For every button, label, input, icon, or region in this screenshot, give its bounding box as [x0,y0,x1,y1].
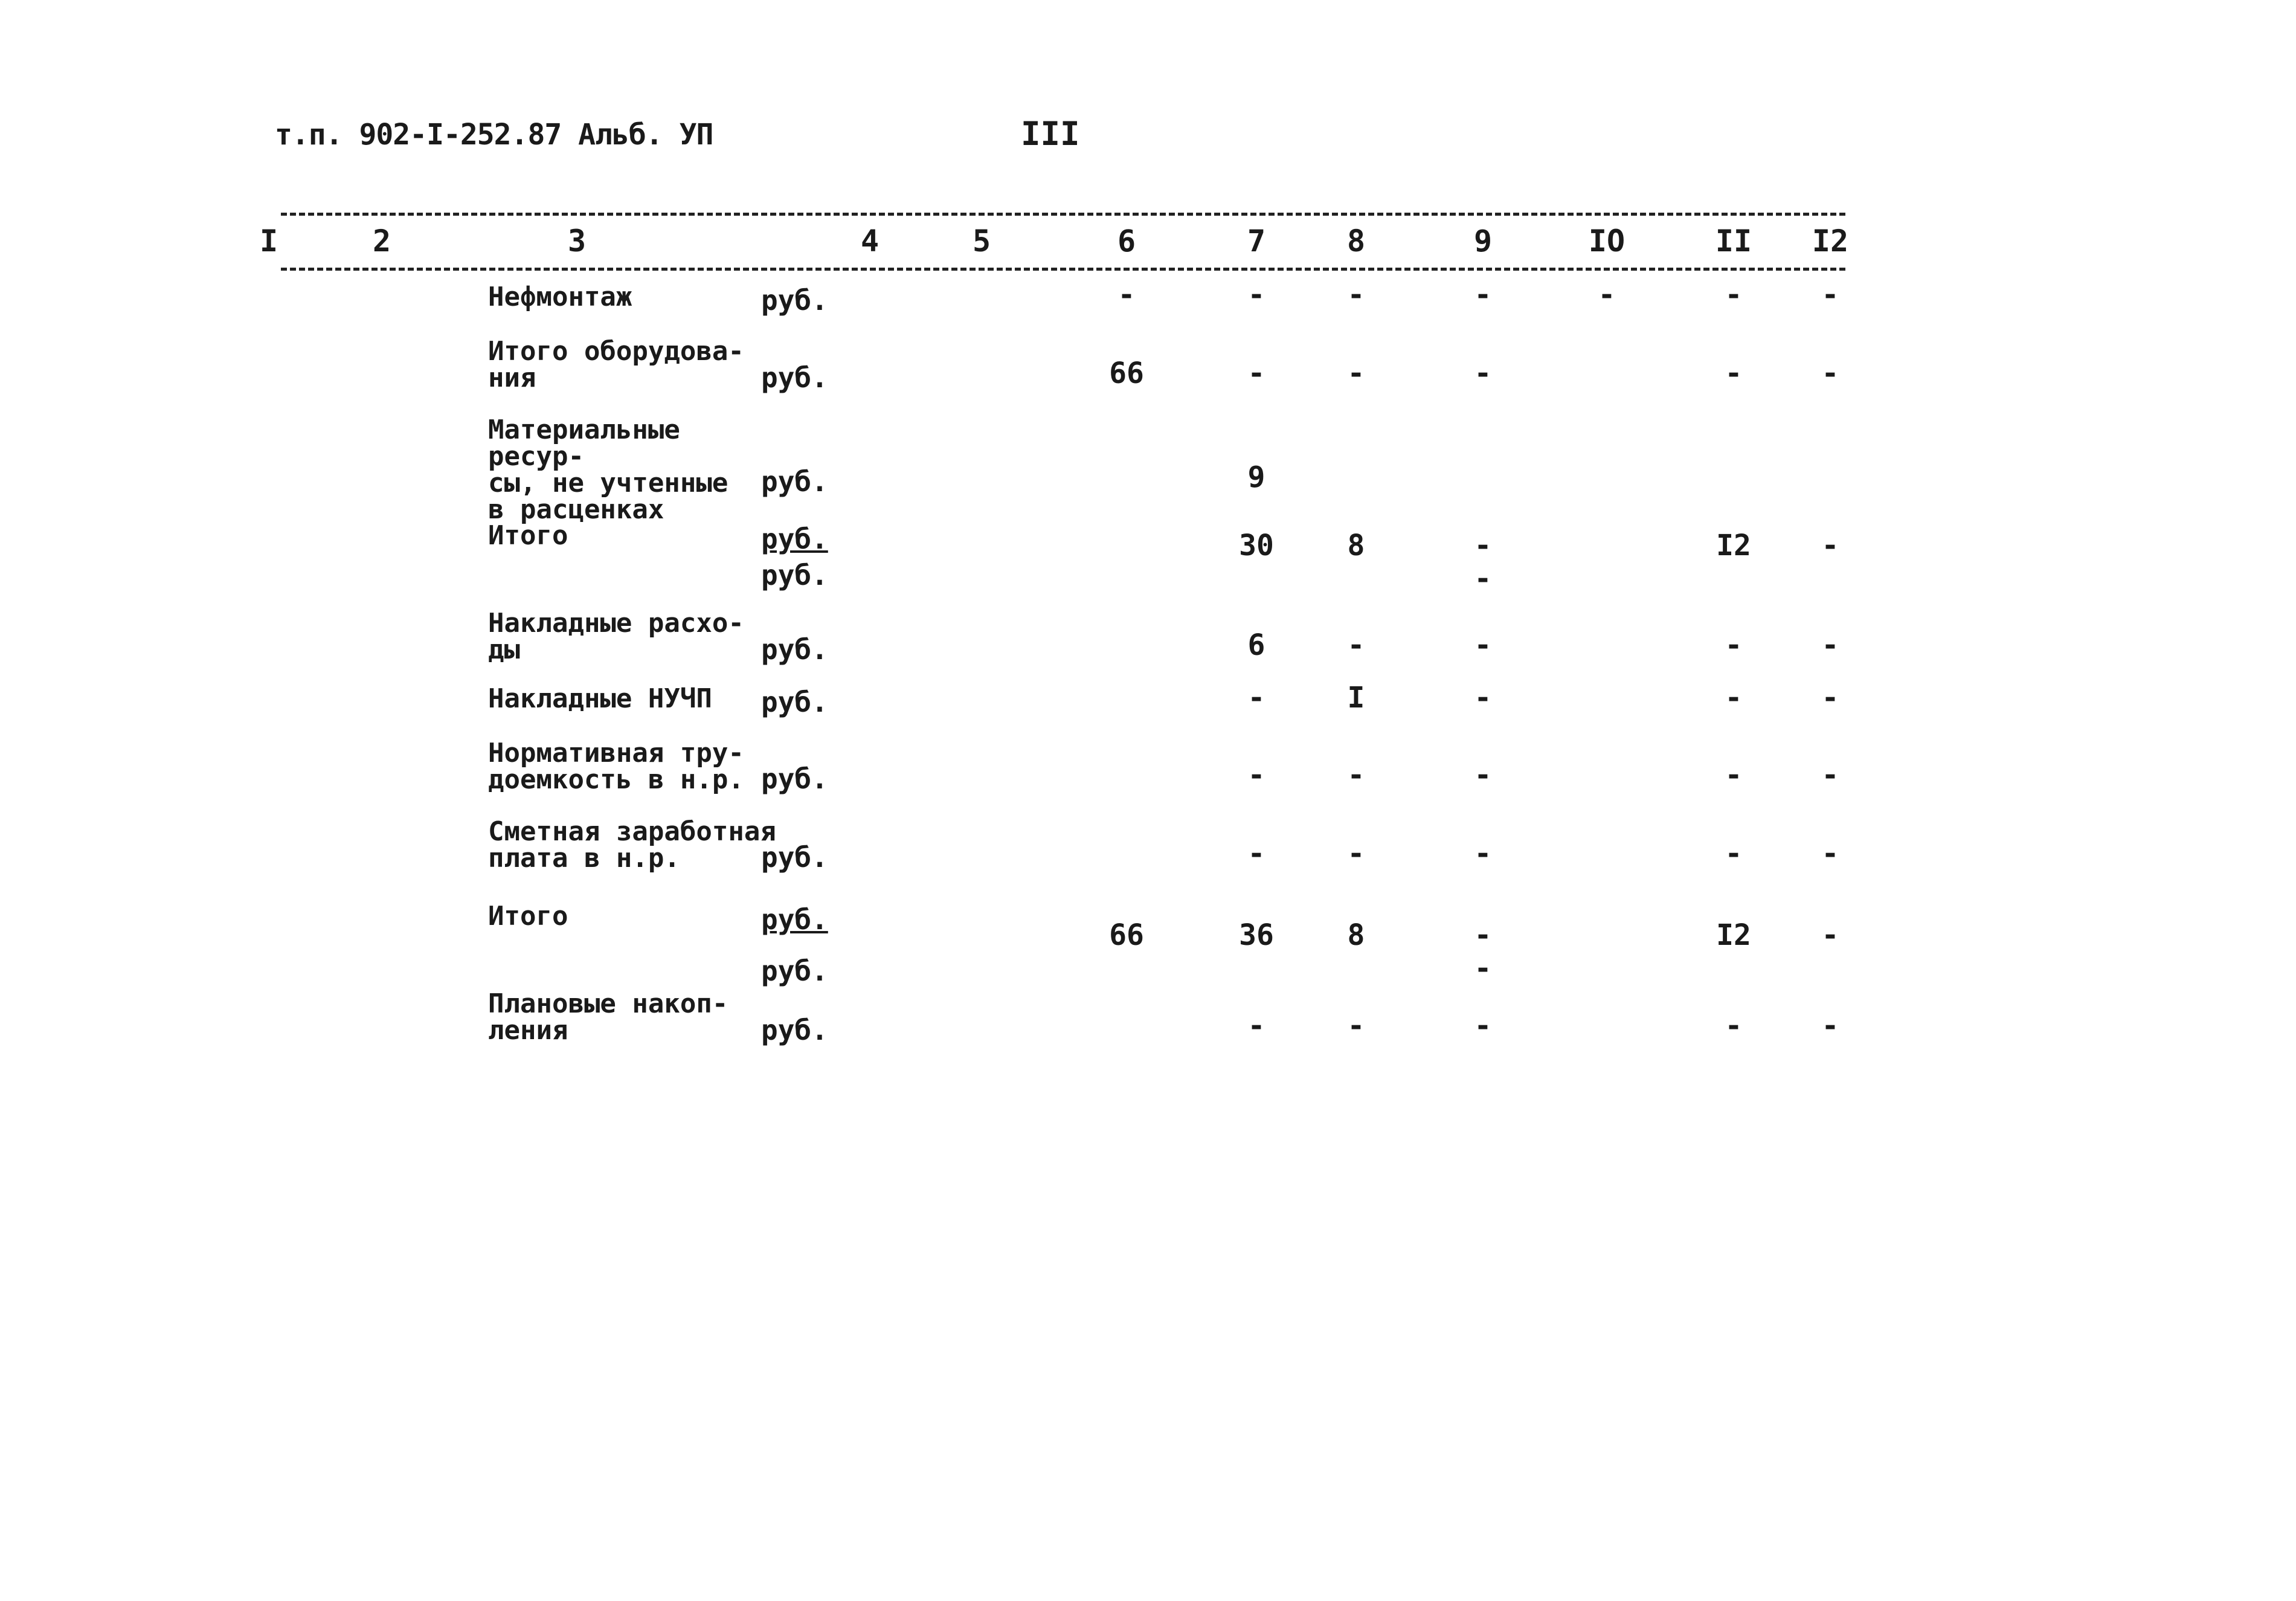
row-label: Плановые накоп- ления [488,988,728,1046]
table-cell-col-12: - [1821,628,1839,662]
row-unit: руб. [761,284,828,317]
table-cell-col-9: - [1474,952,1492,985]
table-cell-col-9: - [1474,1009,1492,1043]
table-cell-col-11: - [1725,681,1743,715]
table-cell-col-6: 66 [1109,356,1144,390]
table-cell-col-12: - [1821,1009,1839,1043]
column-number-8: 8 [1346,224,1366,259]
table-cell-col-12: - [1821,758,1839,792]
column-number-9: 9 [1473,224,1493,259]
column-number-2: 2 [372,224,391,259]
row-unit: руб. [761,465,828,498]
row-label: Итого оборудова- ния [488,336,744,393]
table-cell-col-11: - [1725,628,1743,662]
document-header-code: т.п. 902-I-252.87 Альб. УП [275,118,713,152]
column-number-10: IO [1588,224,1626,259]
row-unit: руб. [761,955,828,987]
table-cell-col-9: - [1474,562,1492,596]
row-unit: руб. [761,523,828,555]
table-cell-col-8: 8 [1347,918,1365,952]
table-cell-col-6: - [1117,278,1136,312]
column-number-11: II [1715,224,1752,259]
row-unit: руб. [761,1014,828,1046]
table-cell-col-7: 6 [1247,628,1265,662]
table-cell-col-7: 30 [1239,529,1274,562]
table-cell-col-8: - [1347,758,1365,792]
table-cell-col-8: I [1347,681,1365,715]
column-number-3: 3 [567,224,587,259]
column-number-6: 6 [1117,224,1136,259]
row-unit: руб. [761,361,828,394]
column-number-4: 4 [860,224,879,259]
table-cell-col-10: - [1598,278,1616,312]
table-cell-col-12: - [1821,529,1839,562]
row-label: Итого [488,520,568,551]
row-unit: руб. [761,686,828,718]
row-label: Итого [488,901,568,932]
row-unit: руб. [761,559,828,591]
table-cell-col-6: 66 [1109,918,1144,952]
column-number-1: I [259,224,278,259]
table-cell-col-11: I2 [1716,529,1751,562]
column-number-7: 7 [1247,224,1266,259]
table-cell-col-8: - [1347,356,1365,390]
row-label: Нефмонтаж [488,282,632,312]
table-cell-col-11: - [1725,278,1743,312]
table-cell-col-12: - [1821,356,1839,390]
column-number-12: I2 [1812,224,1849,259]
table-cell-col-9: - [1474,356,1492,390]
table-cell-col-11: - [1725,1009,1743,1043]
table-rule-top [281,213,1845,216]
table-cell-col-11: - [1725,758,1743,792]
table-cell-col-9: - [1474,628,1492,662]
table-cell-col-7: - [1247,356,1265,390]
table-cell-col-11: - [1725,356,1743,390]
table-cell-col-7: - [1247,1009,1265,1043]
table-rule-bottom [281,268,1845,271]
page-number: III [1021,115,1080,153]
table-cell-col-8: - [1347,837,1365,871]
row-label: Материальные ресур- сы, не учтенные в расценках [488,414,728,525]
row-label: Нормативная тру- доемкость в н.р. [488,738,744,795]
table-cell-col-12: - [1821,681,1839,715]
row-unit: руб. [761,903,828,936]
table-cell-col-9: - [1474,681,1492,715]
table-cell-col-8: - [1347,1009,1365,1043]
table-cell-col-8: - [1347,278,1365,312]
table-cell-col-7: - [1247,758,1265,792]
row-unit: руб. [761,841,828,874]
table-cell-col-11: - [1725,837,1743,871]
row-label: Накладные расхо- ды [488,608,744,665]
table-cell-col-7: 9 [1247,460,1265,494]
table-cell-col-9: - [1474,837,1492,871]
row-label: Сметная заработная плата в н.р. [488,816,776,874]
table-cell-col-9: - [1474,278,1492,312]
table-cell-col-7: 36 [1239,918,1274,952]
table-cell-col-7: - [1247,278,1265,312]
table-cell-col-11: I2 [1716,918,1751,952]
table-cell-col-8: - [1347,628,1365,662]
table-cell-col-7: - [1247,837,1265,871]
row-unit: руб. [761,633,828,666]
row-unit: руб. [761,762,828,795]
row-label: Накладные НУЧП [488,683,712,714]
table-cell-col-12: - [1821,837,1839,871]
table-cell-col-12: - [1821,278,1839,312]
column-number-5: 5 [972,224,991,259]
table-cell-col-9: - [1474,529,1492,562]
table-cell-col-8: 8 [1347,529,1365,562]
table-cell-col-7: - [1247,681,1265,715]
table-cell-col-12: - [1821,918,1839,952]
table-cell-col-9: - [1474,918,1492,952]
table-cell-col-9: - [1474,758,1492,792]
